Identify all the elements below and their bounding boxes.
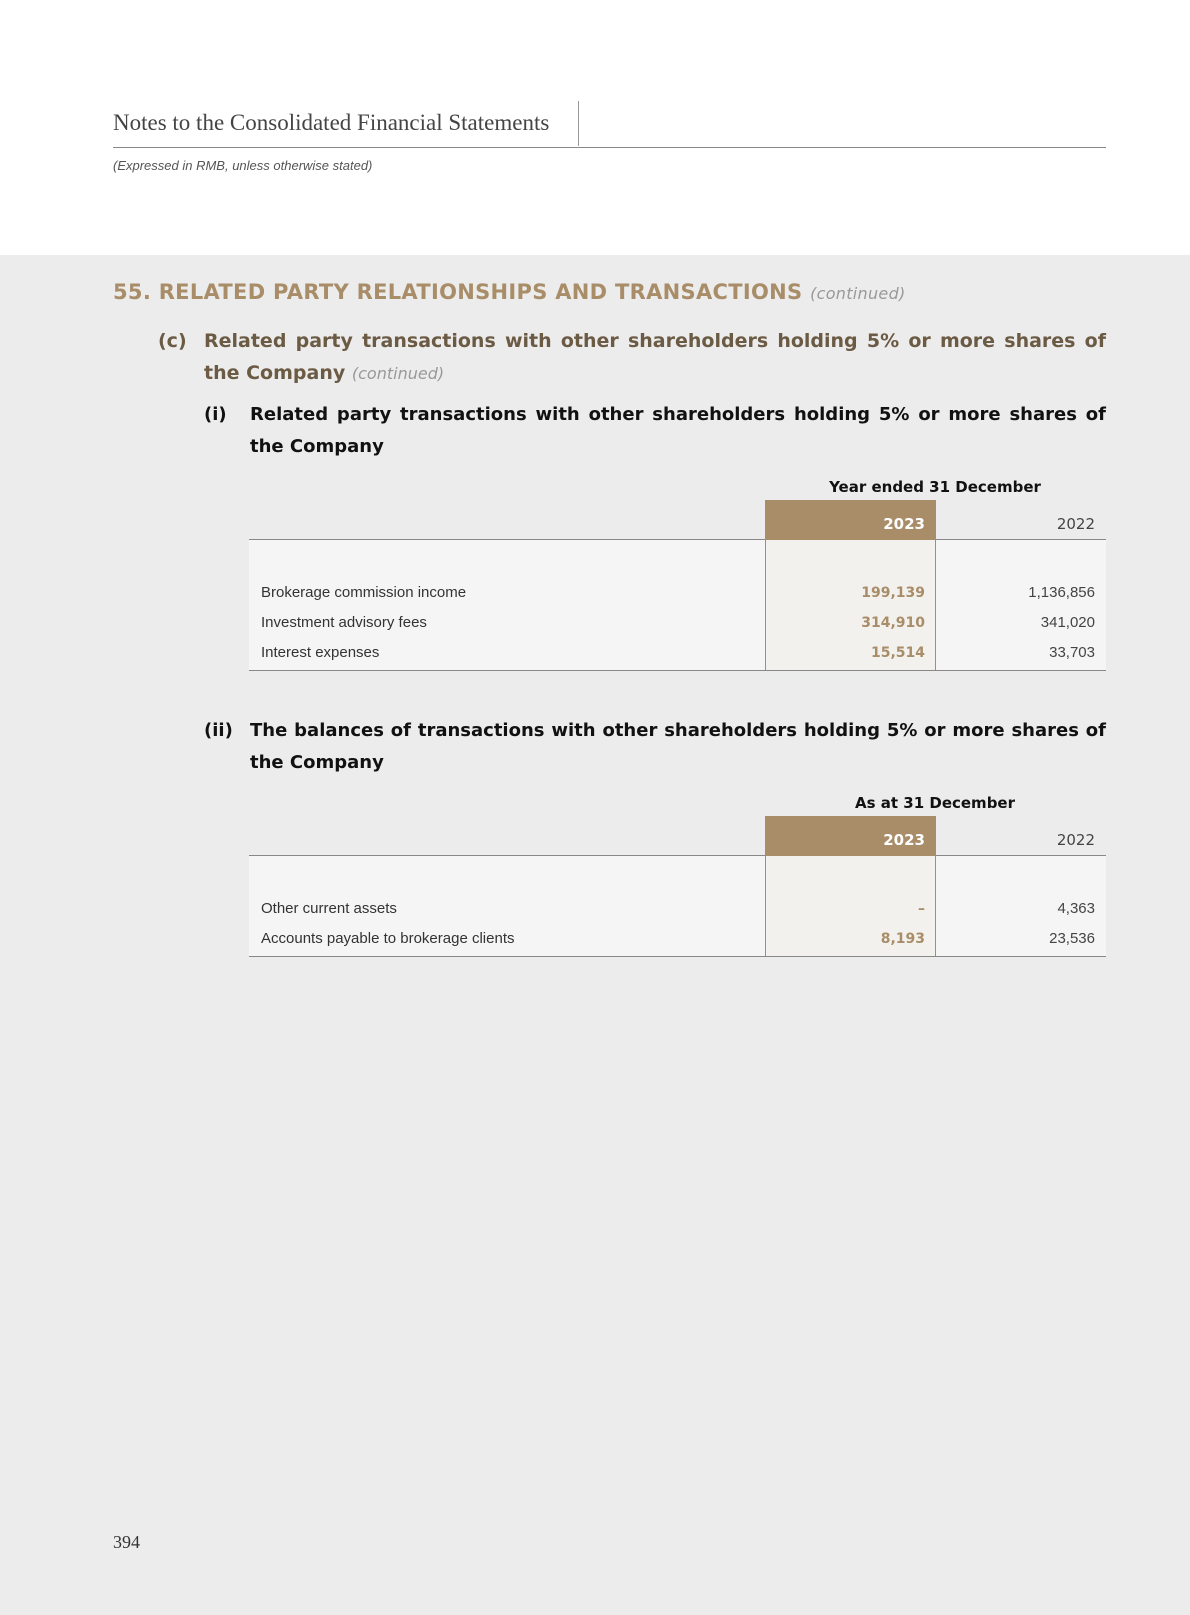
continued-label: (continued)	[810, 284, 906, 303]
table-row	[249, 578, 1106, 608]
table-label: (ii)	[204, 720, 233, 741]
table-label: (i)	[204, 404, 227, 425]
table-body	[249, 540, 1106, 671]
value-2022: 1,136,856	[1028, 584, 1095, 601]
table-i	[249, 478, 1106, 673]
table-caption: As at 31 December	[855, 794, 1015, 812]
table-ii	[249, 794, 1106, 959]
column-2023: 2023	[765, 500, 936, 540]
value-2023: 8,193	[880, 931, 925, 947]
value-2023: –	[918, 901, 925, 917]
table-row	[249, 894, 1106, 924]
row-label: Brokerage commission income	[261, 584, 467, 601]
table-caption: Year ended 31 December	[829, 478, 1041, 496]
currency-note: (Expressed in RMB, unless otherwise stated)	[113, 158, 373, 173]
column-2022: 2022	[1056, 515, 1095, 533]
table-body	[249, 856, 1106, 957]
table-title: Related party transactions with other shareholders holding 5% or more shares of the Company	[250, 404, 1106, 457]
row-label: Interest expenses	[261, 644, 380, 661]
column-2023: 2023	[765, 816, 936, 856]
table-ii-heading	[204, 715, 1106, 779]
subsection-heading	[158, 325, 1106, 390]
subsection-label: (c)	[158, 330, 187, 352]
running-header-title: Notes to the Consolidated Financial Statements	[113, 110, 550, 135]
value-2023: 314,910	[861, 615, 925, 631]
value-2022: 23,536	[1049, 930, 1095, 947]
page-number: 394	[113, 1532, 140, 1552]
table-row	[249, 638, 1106, 668]
continued-label: (continued)	[351, 364, 445, 383]
header-divider	[578, 101, 579, 146]
value-2022: 33,703	[1049, 644, 1095, 661]
table-row	[249, 608, 1106, 638]
section-heading	[113, 280, 906, 304]
section-title: 55. RELATED PARTY RELATIONSHIPS AND TRANSACTIONS	[113, 280, 803, 304]
table-i-heading	[204, 399, 1106, 463]
value-2023: 199,139	[861, 585, 925, 601]
table-row	[249, 924, 1106, 954]
row-label: Other current assets	[261, 900, 397, 917]
row-label: Investment advisory fees	[261, 614, 427, 631]
table-title: The balances of transactions with other shareholders holding 5% or more shares of the Company	[250, 720, 1106, 773]
row-label: Accounts payable to brokerage clients	[261, 930, 515, 947]
header-rule	[113, 147, 1106, 148]
value-2022: 4,363	[1057, 900, 1095, 917]
table-header	[249, 500, 1106, 540]
value-2022: 341,020	[1040, 614, 1095, 631]
value-2023: 15,514	[870, 645, 925, 661]
column-2022: 2022	[1056, 831, 1095, 849]
subsection-title: Related party transactions with other shareholders holding 5% or more shares of the Company	[204, 330, 1106, 384]
table-header	[249, 816, 1106, 856]
